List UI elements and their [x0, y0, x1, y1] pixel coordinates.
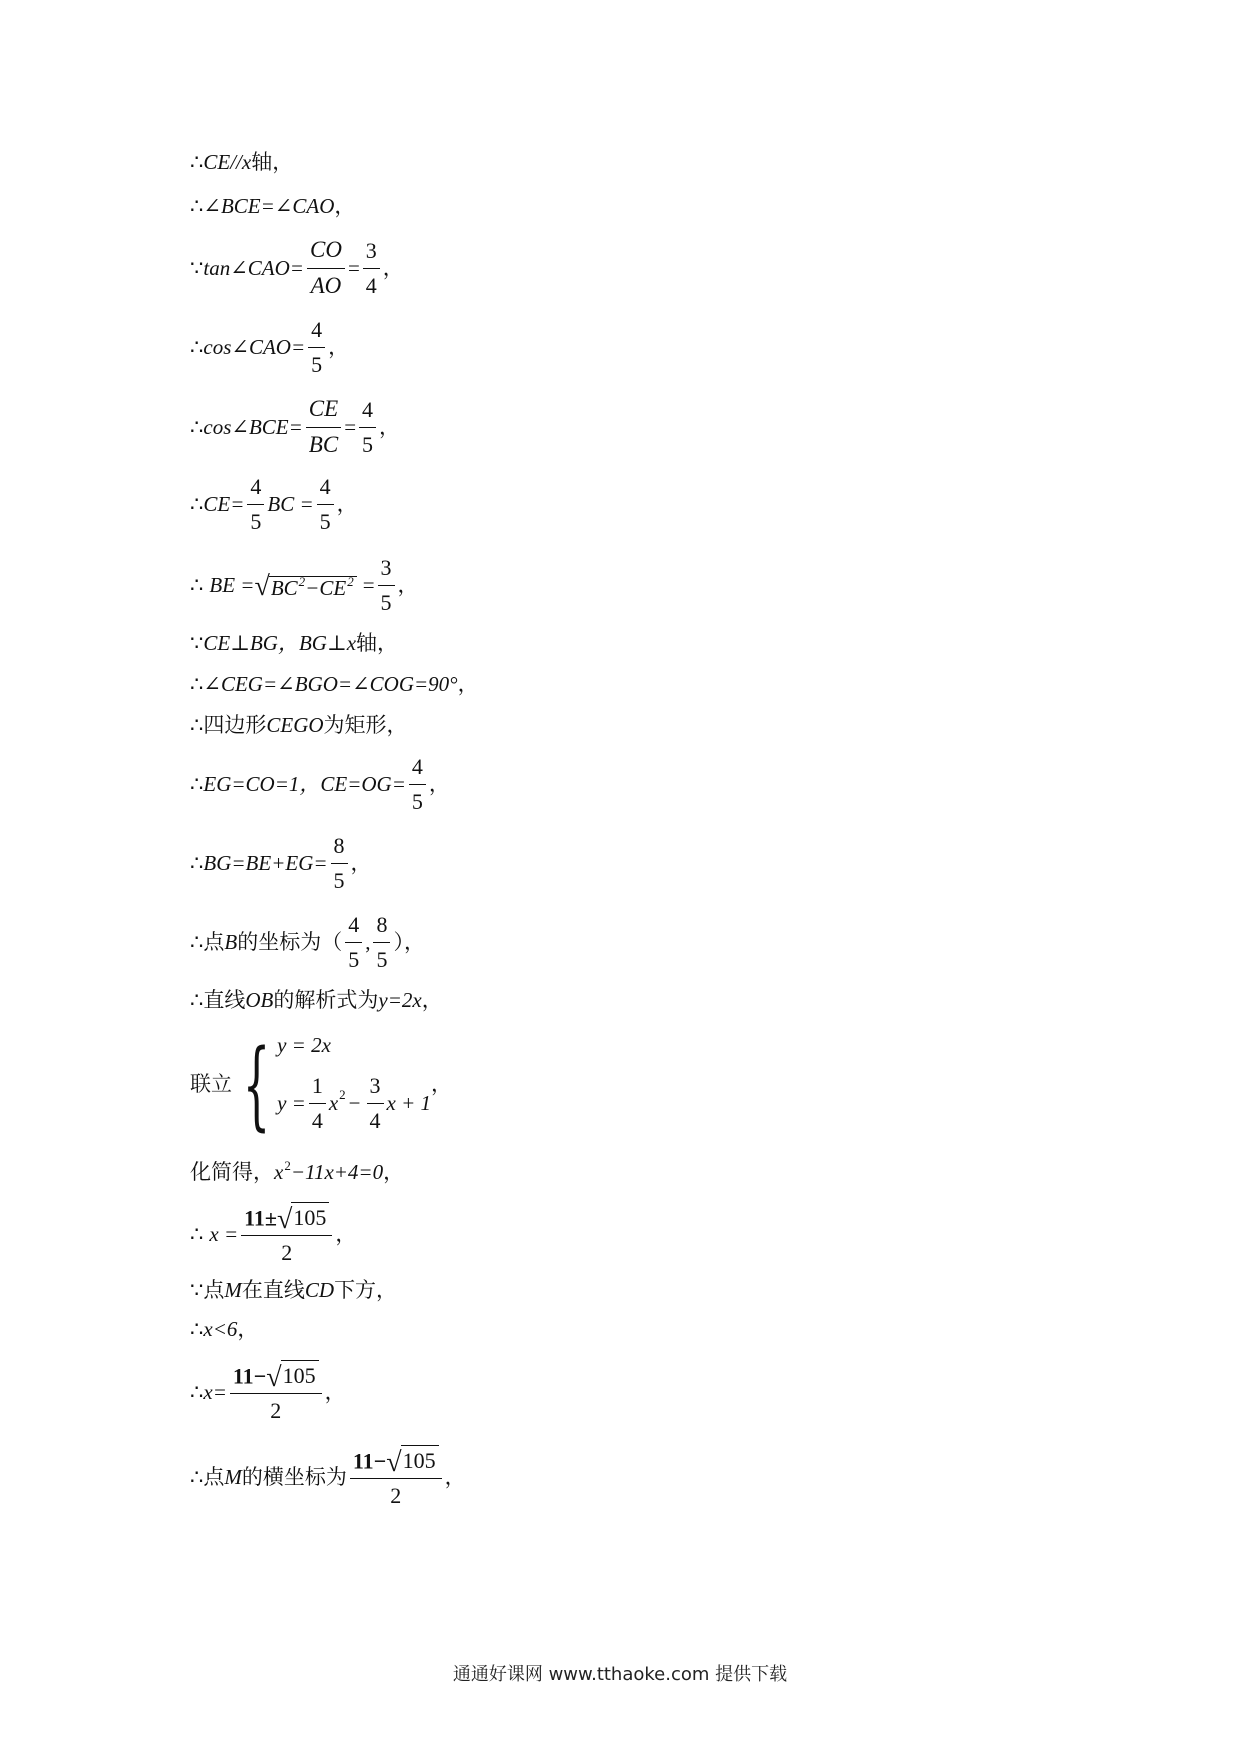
numerator: 1: [309, 1072, 326, 1104]
numerator: 8: [373, 911, 390, 943]
numerator: 4: [359, 396, 376, 428]
denominator: BC: [308, 431, 339, 457]
radicand: 105: [401, 1445, 439, 1475]
expr: tan∠CAO=: [203, 255, 304, 280]
therefore-symbol: ∴: [190, 988, 204, 1012]
therefore-symbol: ∴: [190, 414, 204, 439]
denominator: 2: [390, 1483, 402, 1508]
text: 化简得，: [190, 1160, 274, 1184]
numerator: 4: [409, 753, 426, 785]
expr: B: [224, 929, 238, 954]
therefore-symbol: ∴: [190, 194, 204, 218]
therefore-symbol: ∴: [190, 334, 204, 359]
fraction: [363, 237, 380, 299]
therefore-symbol: ∴: [190, 771, 204, 796]
expr: x: [274, 1160, 284, 1184]
text: 的横坐标为: [241, 1464, 347, 1489]
text: ，: [431, 1072, 452, 1096]
expr: CE=: [203, 491, 245, 516]
equation-system: [232, 1028, 431, 1141]
text: 联立: [190, 1072, 232, 1096]
numerator: CO: [307, 236, 345, 269]
exponent: 2: [284, 1158, 291, 1173]
fraction: [367, 1072, 384, 1134]
text: ，: [421, 988, 443, 1012]
text: ，: [382, 255, 404, 280]
step-4: [190, 316, 349, 378]
step-11: [190, 753, 450, 815]
expr: x: [328, 1090, 339, 1115]
denominator: 5: [319, 508, 331, 534]
text: ，: [444, 1464, 466, 1489]
step-21: [190, 1445, 466, 1510]
expr: x<6: [203, 1317, 238, 1341]
numerator: 4: [247, 473, 264, 505]
therefore-symbol: ∴: [190, 1464, 204, 1489]
text: ，: [350, 850, 372, 875]
text: ，: [379, 414, 401, 439]
therefore-symbol: ∴: [190, 491, 204, 516]
fraction: [350, 1445, 442, 1510]
expr: CE⊥BG，BG⊥x: [203, 631, 357, 655]
text: 的坐标为（: [237, 929, 343, 954]
denominator: 4: [365, 272, 377, 298]
step-20: [190, 1360, 346, 1425]
step-8: [190, 633, 398, 654]
because-symbol: ∵: [190, 1278, 204, 1302]
expr: y=2x: [378, 988, 422, 1012]
denominator: 5: [411, 788, 423, 814]
fraction: [306, 395, 341, 460]
numerator: 11± √ 105: [241, 1202, 332, 1236]
text: ，: [335, 1221, 357, 1246]
expr: BC =: [267, 491, 314, 516]
text: 的解析式为: [273, 988, 379, 1012]
fraction: [359, 396, 376, 458]
text: ，: [328, 334, 350, 359]
step-13: [190, 911, 425, 973]
step-18: [190, 1280, 397, 1301]
equation-row: [277, 1035, 431, 1056]
step-6: [190, 473, 358, 535]
fraction: [308, 316, 325, 378]
expr: M: [224, 1278, 242, 1302]
denominator: 2: [281, 1240, 293, 1265]
expr: cos∠CAO=: [203, 334, 306, 359]
expr: −11x+4=0: [290, 1160, 384, 1184]
therefore-symbol: ∴: [190, 1379, 204, 1404]
equals: =: [362, 572, 375, 597]
fraction: [309, 1072, 326, 1134]
numerator: 11− √ 105: [230, 1360, 322, 1394]
text: ，: [334, 194, 356, 218]
expr: x=: [203, 1379, 227, 1404]
expr: cos∠BCE=: [203, 414, 303, 439]
expr: OB: [245, 988, 274, 1012]
text: 下方，: [334, 1278, 398, 1302]
text: ，: [428, 771, 450, 796]
step-3: [190, 236, 404, 301]
therefore-symbol: ∴: [190, 672, 204, 696]
step-10: [190, 715, 408, 736]
fraction: [317, 473, 334, 535]
expr: y =: [277, 1090, 306, 1115]
step-19: [190, 1319, 258, 1340]
text: ，: [383, 1160, 405, 1184]
text: 四边形: [203, 713, 267, 737]
equals: =: [344, 414, 357, 439]
text: ，: [237, 1317, 259, 1341]
expr: CD: [304, 1278, 335, 1302]
numerator: 3: [363, 237, 380, 269]
denominator: 5: [380, 589, 392, 615]
denominator: AO: [310, 272, 342, 298]
denominator: 5: [311, 351, 323, 377]
expr: CE//x: [203, 150, 252, 174]
text: 直线: [203, 988, 246, 1012]
text: ，: [457, 672, 479, 696]
radicand: BC: [270, 576, 298, 600]
fraction: [409, 753, 426, 815]
expr: −: [348, 1090, 361, 1115]
expr: ∠CEG=∠BGO=∠COG=90°: [203, 672, 458, 696]
text: ，: [397, 572, 419, 597]
brace: {: [242, 1028, 271, 1141]
numerator: 4: [345, 911, 362, 943]
step-9: [190, 674, 479, 695]
equals: =: [347, 255, 360, 280]
square-root: √ $BC^2-CE^2$: [254, 571, 356, 599]
expr: EG=CO=1，CE=OG=: [203, 771, 406, 796]
exponent: 2: [347, 574, 354, 589]
because-symbol: ∵: [190, 631, 204, 655]
radicand: 105: [281, 1360, 319, 1390]
text: 轴，: [251, 150, 294, 174]
fraction: [307, 236, 345, 301]
text: 在直线: [241, 1278, 305, 1302]
denominator: 2: [270, 1398, 282, 1423]
fraction: [373, 911, 390, 973]
numerator: 3: [378, 554, 395, 586]
expr: CEGO: [266, 713, 324, 737]
step-17: [190, 1202, 356, 1267]
denominator: 5: [362, 431, 374, 457]
fraction: [241, 1202, 332, 1267]
denominator: 5: [333, 867, 345, 893]
text: ），: [393, 929, 425, 954]
expr: ∠BCE=∠CAO: [203, 194, 335, 218]
therefore-symbol: ∴: [190, 150, 204, 174]
denominator: 5: [348, 946, 360, 972]
fraction: [378, 554, 395, 616]
expr: x + 1: [386, 1090, 431, 1115]
text: ，: [336, 491, 358, 516]
therefore-symbol: ∴: [190, 929, 204, 954]
equation: y = 2x: [277, 1033, 331, 1057]
expr: BE =: [209, 572, 255, 597]
text: 点: [203, 1278, 225, 1302]
expr: x =: [209, 1221, 239, 1246]
denominator: 4: [369, 1107, 381, 1133]
therefore-symbol: ∴: [190, 1221, 204, 1246]
therefore-symbol: ∴: [190, 850, 204, 875]
therefore-symbol: ∴: [190, 572, 204, 597]
text: 轴，: [356, 631, 399, 655]
denominator: 4: [311, 1107, 323, 1133]
numerator: 4: [317, 473, 334, 505]
because-symbol: ∵: [190, 255, 204, 280]
numerator: 11− √ 105: [350, 1445, 442, 1479]
therefore-symbol: ∴: [190, 1317, 204, 1341]
text: 点: [203, 929, 225, 954]
equation-row: [277, 1072, 431, 1134]
expr: BG=BE+EG=: [203, 850, 328, 875]
radicand: 105: [291, 1202, 329, 1232]
radicand: −CE: [305, 576, 347, 600]
fraction: [230, 1360, 322, 1425]
therefore-symbol: ∴: [190, 713, 204, 737]
fraction: [247, 473, 264, 535]
fraction: [345, 911, 362, 973]
fraction: [331, 832, 348, 894]
denominator: 5: [250, 508, 262, 534]
page-footer: 通通好课网 www.tthaoke.com 提供下载: [452, 1664, 788, 1685]
step-2: [190, 196, 355, 217]
step-12: [190, 832, 372, 894]
text: 点: [203, 1464, 225, 1489]
step-1: [190, 152, 293, 173]
text: 为矩形，: [323, 713, 408, 737]
text: ,: [365, 929, 371, 954]
denominator: 5: [376, 946, 388, 972]
expr: M: [224, 1464, 242, 1489]
step-14: [190, 990, 443, 1011]
numerator: 3: [367, 1072, 384, 1104]
step-16: [190, 1158, 405, 1184]
exponent: 2: [298, 574, 306, 589]
numerator: 4: [308, 316, 325, 348]
step-5: [190, 395, 400, 460]
numerator: CE: [306, 395, 341, 428]
text: ，: [324, 1379, 346, 1404]
numerator: 8: [331, 832, 348, 864]
exponent: 2: [339, 1086, 346, 1102]
step-7: [190, 554, 419, 616]
step-15: [190, 1028, 452, 1141]
